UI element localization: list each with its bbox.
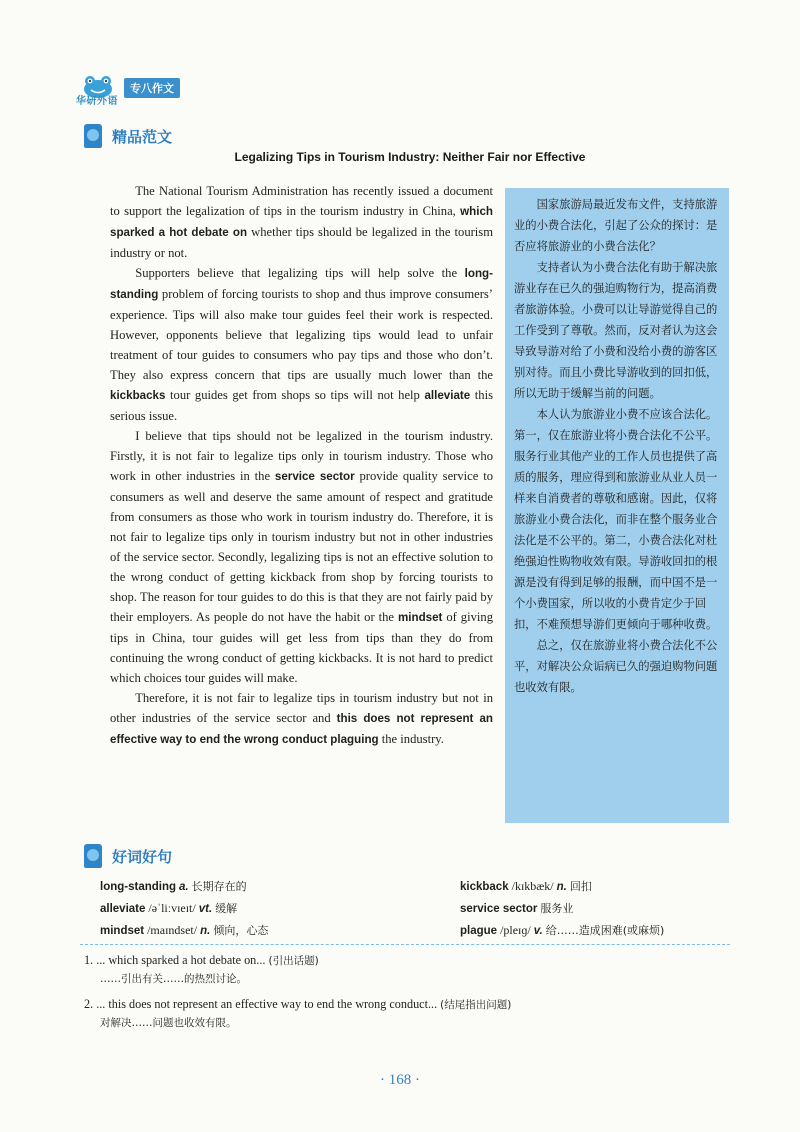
category-tag: 专八作文	[124, 78, 180, 98]
vocab-entry: kickback /kɪkbæk/ n. 回扣	[460, 879, 592, 893]
vocab-row	[100, 876, 730, 898]
sentence-item: 1. ... which sparked a hot debate on... (引出话题) ……引出有关……的热烈讨论。	[84, 953, 319, 985]
sentence-item: 2. ... this does not represent an effective way to end the wrong conduct... (结尾指出问题) 对解决……问题也收效有限。	[84, 997, 512, 1029]
translation-paragraph: 国家旅游局最近发布文件，支持旅游业的小费合法化，引起了公众的探讨：是否应将旅游业的小费合法化？	[514, 198, 718, 253]
essay-paragraph: Supporters believe that legalizing tips will help solve the long-standing problem of forcing tourists to shop and thus improve consumers’ experience. Tips will also make tour guides feel their work is respected. However, opponents believe that legalizing tips would lead to unfair treatment of tour guides to consumers who pay tips and those who don’t. They also express concern that tips are usually much lower than the kickbacks tour guides get from shops so tips will not help alleviate this serious issue.	[110, 266, 493, 423]
essay-paragraph: I believe that tips should not be legalized in the tourism industry. Firstly, it is not fair to legalize tips only in tourism industry. Those who work in other industries in the service sector provide quality service to consumers as well and deserve the same amount of respect and gratitude from consumers as those who work in tourism industry do. Therefore, it is not fair to legalize tips only in tourism industry but not in other industries of the service sector. Secondly, legalizing tips is not an effective solution to the wrong conduct of getting kickback from shop by forcing tourists to shop. The reason for tour guides to do this is that they are not fairly paid by their employers. As people do not have the habit or the mindset of giving tips in China, tour guides will get less from tips than they do from continuing the wrong conduct of getting kickbacks. It is not hard to predict which choices tour guides will make.	[110, 429, 493, 685]
vocab-entry: alleviate /əˈliːvɪeɪt/ vt. 缓解	[100, 901, 238, 915]
vocab-row	[100, 920, 730, 942]
dashed-divider	[80, 944, 730, 945]
bookmark-icon	[84, 124, 102, 148]
translation-paragraph: 支持者认为小费合法化有助于解决旅游业存在已久的强迫购物行为，提高消费者旅游体验。小费可以让导游觉得自己的工作受到了尊敬。然而，反对者认为这会导致导游对给了小费和没给小费的游客区别对待。而且小费比导游收到的回扣低，所以无助于缓解当前的问题。	[514, 261, 718, 400]
vocab-entry: service sector 服务业	[460, 902, 574, 915]
essay-paragraph: Therefore, it is not fair to legalize tips in tourism industry but not in other industries of the service sector and this does not represent an effective way to end the wrong conduct plaguing the industry.	[110, 691, 493, 746]
essay-title: Legalizing Tips in Tourism Industry: Neither Fair nor Effective	[234, 150, 586, 164]
translation-paragraph: 总之，仅在旅游业将小费合法化不公平，对解决公众诟病已久的强迫购物问题也收效有限。	[514, 639, 718, 694]
vocabulary-list	[100, 876, 730, 942]
vocab-entry: long-standing a. 长期存在的	[100, 880, 247, 893]
vocab-entry: plague /pleɪɡ/ v. 给……造成困难(或麻烦)	[460, 923, 665, 937]
logo-text: 华研外语	[76, 96, 118, 107]
key-sentences	[84, 951, 734, 1039]
essay-paragraph: The National Tourism Administration has recently issued a document to support the legalization of tips in the tourism industry in China, which sparked a hot debate on whether tips should be legalized in the tourism industry or not.	[110, 184, 493, 260]
vocab-row	[100, 898, 730, 920]
translation-paragraph: 本人认为旅游业小费不应该合法化。第一，仅在旅游业将小费合法化不公平。服务行业其他产业的工作人员也提供了高质的服务，理应得到和旅游业从业人员一样来自消费者的尊敬和感谢。因此，仅将旅游业小费合法化，而非在整个服务业合法化是不公平的。第二，小费合法化对杜绝强迫性购物收效有限。导游收回扣的根源是没有得到足够的报酬，而中国不是一个小费国家，所以收的小费肯定少于回扣，不难预想导游们更倾向于哪种收费。	[514, 408, 718, 631]
section-label: 好词好句	[112, 847, 173, 866]
bookmark-icon	[84, 844, 102, 868]
vocab-entry: mindset /maɪndset/ n. 倾向，心态	[100, 923, 269, 937]
translation-box	[505, 188, 729, 823]
section-label: 精品范文	[112, 127, 173, 146]
page-number: · 168 ·	[380, 1072, 420, 1088]
essay-body	[110, 181, 493, 750]
section-heading-good-words	[84, 844, 172, 868]
section-heading-sample-essay	[84, 124, 172, 148]
